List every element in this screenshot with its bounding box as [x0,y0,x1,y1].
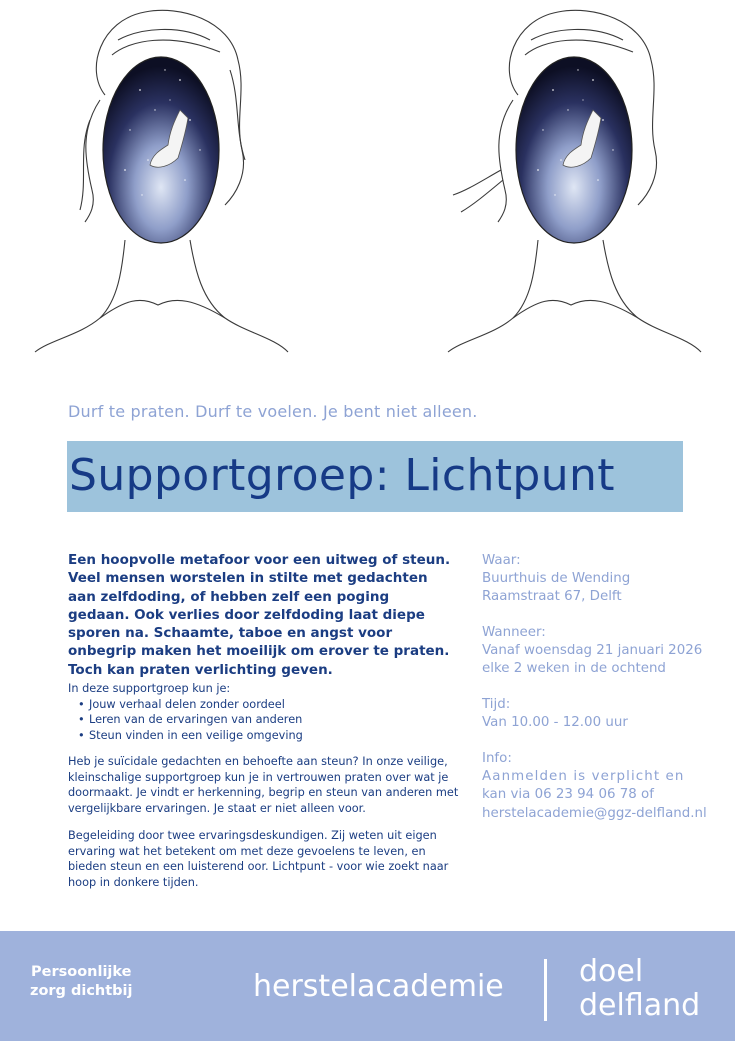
activities-heading: In deze supportgroep kun je: [68,682,231,695]
support-paragraph: Heb je suïcidale gedachten en behoefte aan steun? In onze veilige, kleinschalige supportgroep kun je in vertrouwen praten over wat je doormaakt. Je vindt er herkenning, begrip en steun van anderen met vergelijkbare ervaringen. Je staat er niet alleen voor. [68,755,459,816]
info-value: elke 2 weken in de ochtend [482,661,666,677]
info-label: Waar: [482,553,521,568]
guidance-paragraph: Begeleiding door twee ervaringsdeskundigen. Zij weten uit eigen ervaring wat het betekent om met deze gevoelens te leven, en bieden steun en een luisterend oor. Lichtpunt - voor wie zoekt naar hoop in donkere tijden. [68,829,449,890]
herstelacademie-logo: herstelacademie [253,969,504,1004]
woman-cosmos-illustration-right [443,0,705,360]
activities-list [68,697,460,744]
footer [0,931,735,1041]
info-when [482,624,722,679]
info-value: kan via 06 23 94 06 78 of [482,787,654,803]
info-value: Aanmelden is verplicht en [482,769,685,785]
woman-cosmos-illustration-left [30,0,292,360]
intro-paragraph: Een hoopvolle metafoor voor een uitweg of steun. Veel mensen worstelen in stilte met gedachten aan zelfdoding, of hebben zelf een poging gedaan. Ook verlies door zelfdoding laat diepe sporen na. Schaamte, taboe en angst voor onbegrip maken het moeilijk om erover te praten. Toch kan praten verlichting geven. [68,552,451,678]
bullet-icon: • [78,697,85,711]
footer-slogan: Persoonlijke zorg dichtbij [30,964,133,999]
info-label: Info: [482,751,512,766]
activities-block [68,681,460,744]
list-item: • Steun vinden in een veilige omgeving [78,729,303,743]
tagline: Durf te praten. Durf te voelen. Je bent niet alleen. [68,402,478,421]
contact-email[interactable]: herstelacademie@ggz-delfland.nl [482,805,707,821]
info-value: Van 10.00 - 12.00 uur [482,715,628,731]
info-location [482,552,722,607]
info-value: Raamstraat 67, Delft [482,589,622,605]
list-item: • Leren van de ervaringen van anderen [78,713,303,727]
info-time [482,696,722,732]
bullet-icon: • [78,713,85,727]
intro-text [68,551,452,679]
info-value: Vanaf woensdag 21 januari 2026 [482,643,703,659]
info-label: Tijd: [482,697,511,712]
list-item: • Jouw verhaal delen zonder oordeel [78,697,285,711]
bullet-icon: • [78,729,85,743]
logo-divider [544,959,547,1021]
ggz-delfland-logo: doel delfland [579,954,701,1023]
info-value: Buurthuis de Wending [482,571,631,587]
info-label: Wanneer: [482,625,546,640]
info-contact [482,750,722,823]
page-title: Supportgroep: Lichtpunt [69,450,615,501]
